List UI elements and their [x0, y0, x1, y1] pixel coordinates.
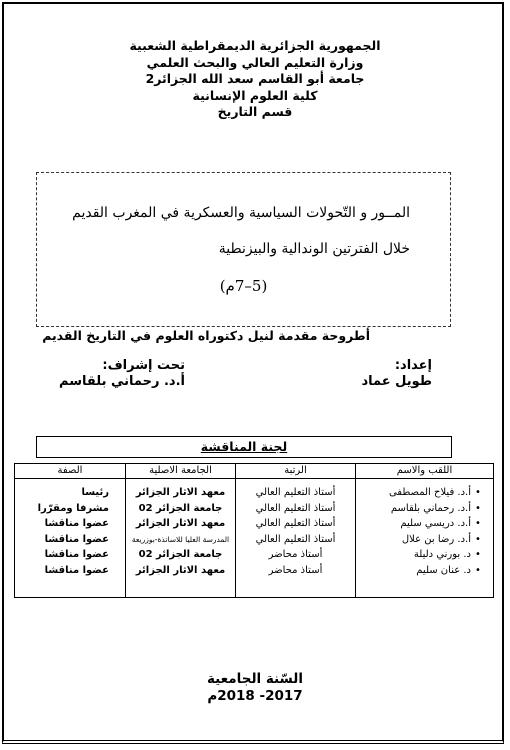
member-name: •د. عنان سليم: [356, 563, 493, 579]
member-university: المدرسة العليا للاساتذة-بوزريعة: [131, 534, 230, 544]
title-line-1: المــور و التّحولات السياسية والعسكرية في المغرب القديم: [72, 205, 410, 221]
member-role: عضوا مناقشا: [44, 564, 109, 576]
member-rank: أستاذ التعليم العالي: [255, 502, 336, 514]
bullet-icon: •: [475, 533, 481, 545]
column-university: [125, 464, 235, 597]
member-rank: أستاذ التعليم العالي: [255, 518, 336, 529]
member-name: •أ.د. رضا بن علال: [356, 532, 493, 548]
column-role: [15, 464, 125, 597]
column-rank: [235, 464, 355, 597]
header-university: جامعة أبو القاسم سعد الله الجزائر2: [145, 71, 365, 86]
title-line-3: (5–7م): [219, 277, 268, 295]
header-ministry: وزارة التعليم العالي والبحث العلمي: [146, 54, 364, 70]
prepared-by-name: طويل عماد: [361, 374, 432, 389]
supervisor-label: تحت إشراف:: [102, 358, 185, 373]
academic-year: 2017- 2018م: [207, 688, 303, 704]
header-role: الصفة: [15, 464, 125, 479]
member-name: •أ.د. فيلاح المصطفى: [356, 485, 493, 501]
header-faculty: كلية العلوم الإنسانية: [192, 87, 318, 103]
title-line-2: خلال الفترتين الوندالية والبيزنطية: [218, 241, 410, 257]
supervisor-name: أ.د. رحماني بلقاسم: [59, 374, 185, 389]
member-university: معهد الاثار الجزائر: [135, 518, 226, 529]
bullet-icon: •: [475, 564, 481, 576]
header: [0, 38, 510, 121]
header-name: اللقب والاسم: [356, 464, 493, 479]
academic-year-label: السّنة الجامعية: [206, 671, 303, 687]
member-rank: أستاذ التعليم العالي: [255, 533, 336, 545]
bullet-icon: •: [475, 487, 481, 498]
member-role: عضوا مناقشا: [44, 549, 109, 560]
bullet-icon: •: [475, 549, 481, 560]
member-rank: أستاذ محاضر: [268, 549, 323, 560]
member-name: •أ.د. رحماني بلقاسم: [356, 501, 493, 517]
title-box: [36, 172, 451, 327]
header-university: الجامعة الاصلية: [126, 464, 235, 479]
column-name: [355, 464, 493, 597]
member-role: مشرفا ومقرّرا: [37, 502, 109, 514]
bullet-icon: •: [475, 518, 481, 529]
member-rank: أستاذ التعليم العالي: [255, 487, 336, 498]
member-name: •د. بورني دليلة: [356, 547, 493, 563]
header-country: الجمهورية الجزائرية الديمقراطية الشعبية: [129, 38, 381, 53]
bullet-icon: •: [475, 502, 481, 514]
member-name: •أ.د. دريسي سليم: [356, 516, 493, 532]
member-university: معهد الاثار الجزائر: [135, 487, 226, 498]
member-role: عضوا مناقشا: [44, 518, 109, 529]
thesis-note: أطروحة مقدمة لنيل دكتوراه العلوم في التاريخ القديم: [42, 328, 370, 343]
header-rank: الرتبة: [236, 464, 355, 479]
committee-title: لجنة المناقشة: [36, 436, 452, 458]
member-university: جامعة الجزائر 02: [138, 549, 223, 560]
member-role: عضوا مناقشا: [44, 533, 109, 545]
header-department: قسم التاريخ: [217, 104, 293, 119]
member-university: جامعة الجزائر 02: [138, 502, 223, 514]
member-role: رئيسا: [81, 487, 109, 498]
member-university: معهد الاثار الجزائر: [135, 564, 226, 576]
member-rank: أستاذ محاضر: [268, 564, 323, 576]
committee-table: [14, 463, 494, 598]
prepared-by-label: إعداد:: [394, 358, 432, 373]
